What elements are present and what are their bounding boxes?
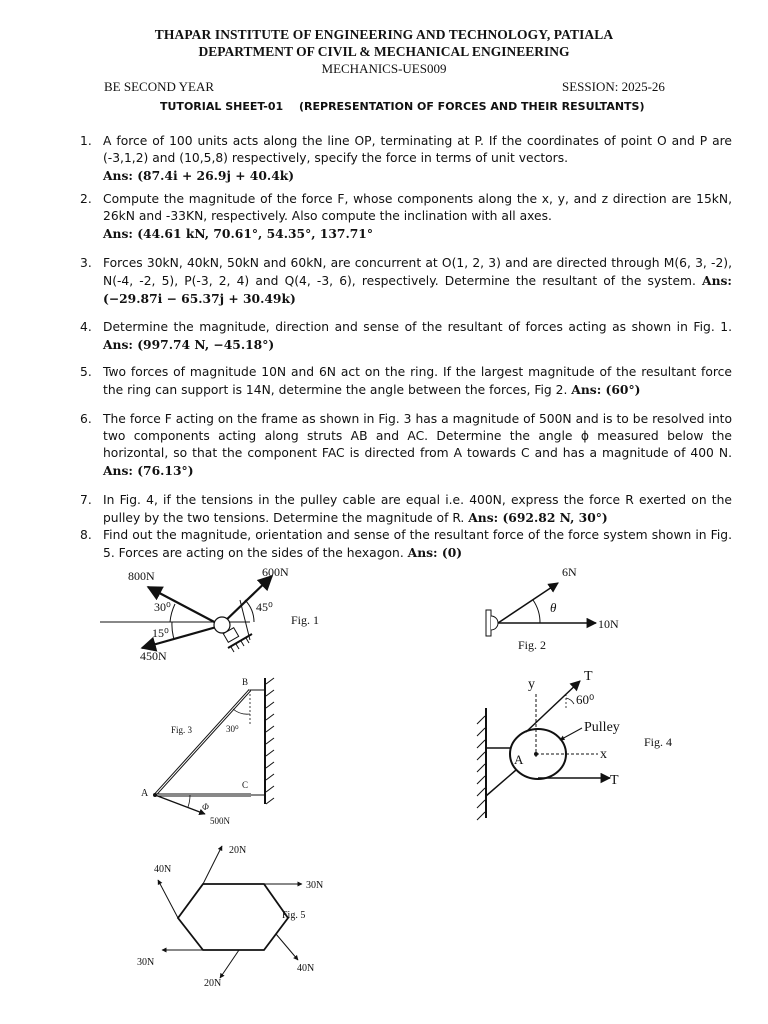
question-number: 5. [80,365,92,379]
answer: Ans: (0) [407,545,463,560]
session-label: SESSION: 2025-26 [562,79,665,94]
fig5-caption: Fig. 5 [282,910,306,921]
hexagon [178,884,288,950]
force-40N-left [158,880,178,918]
sheet-topic: (REPRESENTATION OF FORCES AND THEIR RESULTANTS) [299,100,645,113]
question-text: Two forces of magnitude 10N and 6N act on the ring. If the largest magnitude of the resultant force the ring can support is 14N, determine the angle between the forces, Fig 2. [103,365,732,397]
figure-2 [478,560,648,660]
answer: Ans: (44.61 kN, 70.61°, 54.35°, 137.71° [103,226,374,241]
pulley-label: Pulley [584,720,620,735]
angle-15: 15⁰ [152,626,169,640]
label-40N-left: 40N [154,864,172,875]
figure-1 [100,560,340,670]
angle-60: 60⁰ [576,692,595,707]
force-6N-arrow [498,583,558,623]
figure-3 [138,674,288,829]
answer: Ans: (87.4i + 26.9j + 40.4k) [103,168,295,183]
question-text: Determine the magnitude, direction and sense of the resultant of forces acting as shown in Fig. 1. [103,320,732,334]
wall-bracket [486,610,491,636]
question-text: Find out the magnitude, orientation and sense of the resultant force of the force system shown in Fig. 5. Forces are acting on the sides of the hexagon. [103,528,732,560]
answer: Ans: (60°) [571,382,641,397]
question-3 [80,255,732,308]
y-label: y [528,677,535,692]
question-2 [80,191,732,243]
question-7 [80,492,732,527]
question-number: 8. [80,528,92,542]
question-5 [80,364,732,399]
x-label: x [600,747,607,762]
force-20N-bottom [220,950,239,978]
label-10N: 10N [598,617,619,631]
question-number: 3. [80,256,92,270]
answer: Ans: (692.82 N, 30°) [468,510,608,525]
institute-name: THAPAR INSTITUTE OF ENGINEERING AND TECHNOLOGY, PATIALA [154,27,614,42]
point-B: B [242,677,249,687]
year-label: BE SECOND YEAR [104,79,215,94]
point-A: A [141,788,149,799]
label-6N: 6N [562,565,577,579]
question-text: A force of 100 units acts along the line OP, terminating at P. If the coordinates of point O and P are (-3,1,2) and (10,5,8) respectively, specify the force in terms of unit vectors. [103,134,732,165]
label-20N-top: 20N [229,845,247,856]
question-text: Forces 30kN, 40kN, 50kN and 60kN, are concurrent at O(1, 2, 3) and are directed through M(6, 3, -2), N(-4, -2, 5), P(-3, 2, 4) and Q(4, -3, 6), respectively. Determine the resultant of the system. [103,256,732,288]
question-1 [80,133,732,185]
question-text: The force F acting on the frame as shown in Fig. 3 has a magnitude of 500N and is to be resolved into two components acting along struts AB and AC. Determine the angle ϕ measured below the horizontal, so that the component FAC is directed from A towards C and has a magnitude of 400 N. [103,412,732,460]
angle-theta: θ [550,600,557,615]
answer: Ans: (997.74 N, −45.18°) [103,337,275,352]
question-number: 6. [80,412,92,426]
figure-5 [130,838,350,993]
force-500N-arrow [155,795,205,814]
force-40N-right [276,934,298,960]
tension-label-lower: T [610,773,619,788]
label-600N: 600N [262,565,289,579]
angle-30: 30⁰ [154,600,171,614]
course-code: MECHANICS-UES009 [321,61,447,76]
angle-30: 30⁰ [226,724,239,734]
question-text: In Fig. 4, if the tensions in the pulley cable are equal i.e. 400N, express the force R exerted on the pulley by the two tensions. Determine the magnitude of R. [103,493,732,525]
force-20N-top [203,846,222,884]
question-8 [80,527,732,562]
answer: Ans: (76.13°) [103,463,194,478]
label-30N-right: 30N [306,880,324,891]
question-text: Compute the magnitude of the force F, whose components along the x, y, and z direction are 15kN, 26kN and -33KN, respectively. Also compute the inclination with all axes. [103,192,732,223]
point-C: C [242,780,249,790]
fig2-caption: Fig. 2 [518,638,547,652]
fig4-caption: Fig. 4 [644,735,673,749]
label-800N: 800N [128,569,155,583]
department-name: DEPARTMENT OF CIVIL & MECHANICAL ENGINEERING [198,44,570,59]
tension-label-upper: T [584,669,593,684]
sheet-title: TUTORIAL SHEET-01 [160,100,284,113]
angle-45: 45⁰ [256,600,273,614]
label-450N: 450N [140,649,167,663]
question-number: 2. [80,192,92,206]
question-number: 4. [80,320,92,334]
label-500N: 500N [210,816,230,826]
question-6 [80,411,732,480]
angle-phi: Φ [202,802,209,812]
ring-node [214,617,230,633]
fig3-caption: Fig. 3 [171,725,193,735]
point-A: A [514,752,524,767]
figure-4 [468,666,688,826]
fig1-caption: Fig. 1 [291,613,320,627]
question-number: 7. [80,493,92,507]
question-4 [80,319,732,354]
answer: Ans: (−29.87i − 65.37j + 30.49k) [103,273,732,306]
label-20N-bottom: 20N [204,978,222,989]
question-number: 1. [80,134,92,148]
label-40N-right: 40N [297,963,315,974]
label-30N-left: 30N [137,957,155,968]
